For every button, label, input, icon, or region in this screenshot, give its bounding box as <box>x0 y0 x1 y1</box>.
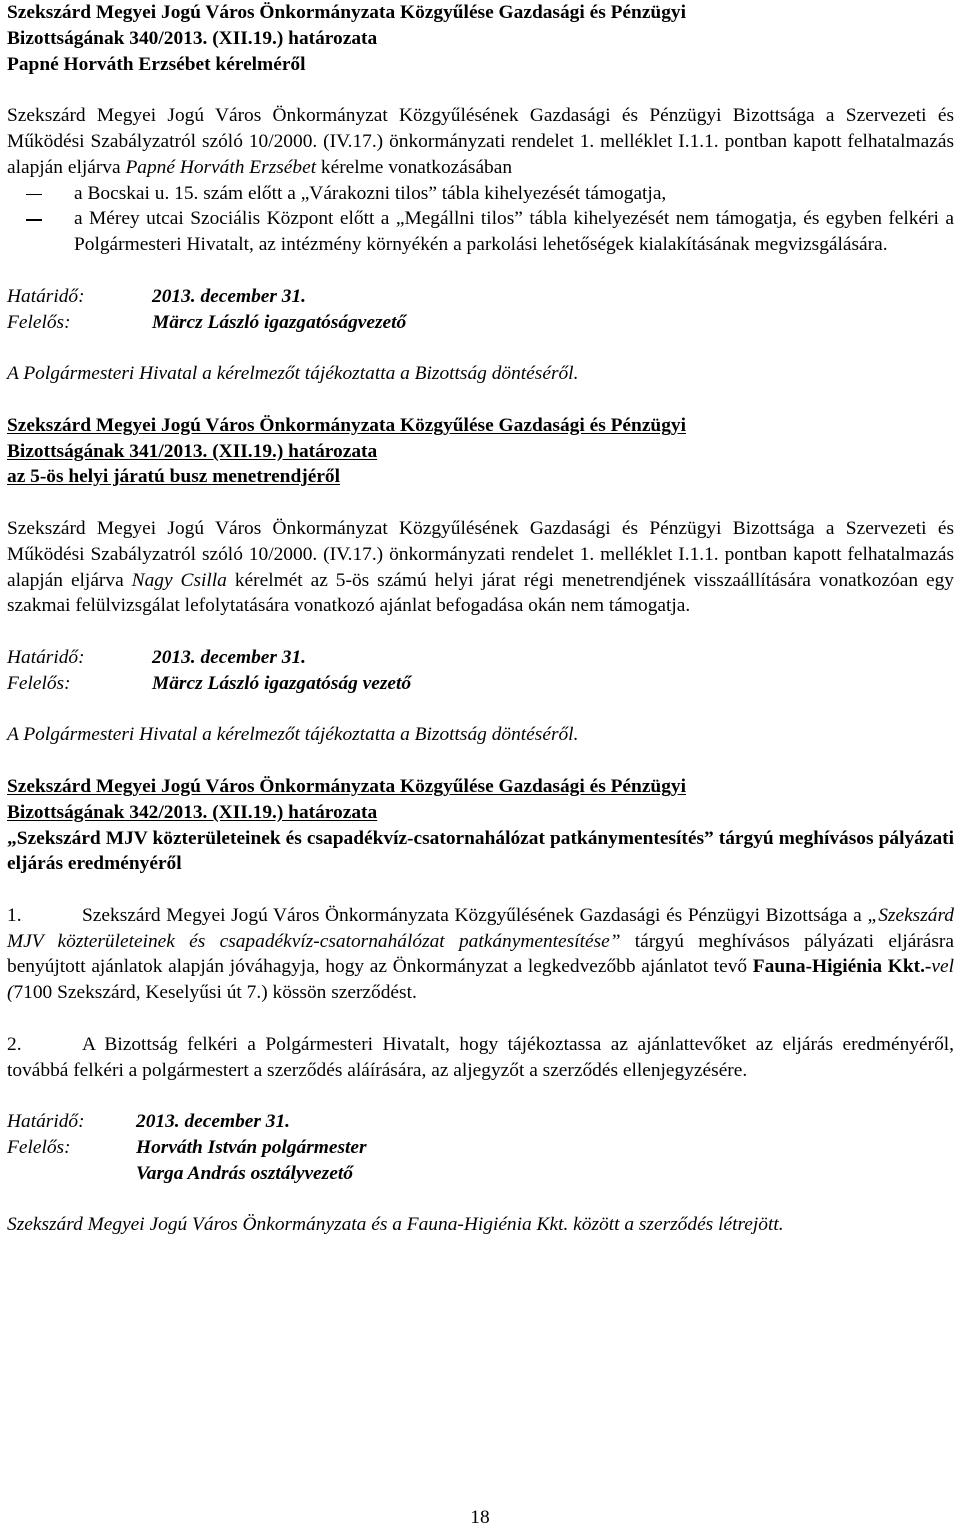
responsible-row <box>7 310 954 336</box>
resolution-340 <box>7 0 954 387</box>
responsible-row <box>7 671 954 697</box>
deadline-label: Határidő: <box>7 646 85 668</box>
closing-note: A Polgármesteri Hivatal a kérelmezőt tájékoztatta a Bizottság döntéséről. <box>7 363 579 385</box>
resolution-341 <box>7 413 954 748</box>
numbered-paragraph-2: 2. A Bizottság felkéri a Polgármesteri Hivatalt, hogy tájékoztassa az ajánlattevőket az eljárás eredményéről, továbbá felkéri a polgármestert a szerződés aláírására, az aljegyzőt a szerződés ellenjegyzésére. <box>7 1033 954 1081</box>
closing-note: Szekszárd Megyei Jogú Város Önkormányzata és a Fauna-Higiénia Kkt. között a szerződés létrejött. <box>7 1214 784 1236</box>
applicant-name: Nagy Csilla <box>131 569 227 591</box>
deadline-value: 2013. december 31. <box>152 646 307 668</box>
responsible-value: Horváth István polgármester <box>136 1137 367 1159</box>
deadline-row <box>7 1109 954 1135</box>
list-item: a Bocskai u. 15. szám előtt a „Várakozni tilos” tábla kihelyezését támogatja, <box>7 181 954 207</box>
deadline-value: 2013. december 31. <box>136 1111 291 1133</box>
responsible-value: Märcz László igazgatóság vezető <box>152 672 412 694</box>
responsible-label: Felelős: <box>7 311 71 333</box>
deadline-label: Határidő: <box>7 1111 85 1133</box>
deadline-row <box>7 284 954 310</box>
responsible-value: Varga András osztályvezető <box>136 1162 353 1184</box>
closing-note: A Polgármesteri Hivatal a kérelmezőt tájékoztatta a Bizottság döntéséről. <box>7 724 579 746</box>
resolution-342 <box>7 774 954 1238</box>
list-item: a Mérey utcai Szociális Központ előtt a „Megállni tilos” tábla kihelyezését nem támogatja, és egyben felkéri a Polgármesteri Hivatalt, az intézmény környékén a parkolási lehetőségek kialakításának megvizsgálására. <box>7 206 954 258</box>
responsible-value: Märcz László igazgatóságvezető <box>152 311 407 333</box>
deadline-row <box>7 645 954 671</box>
deadline-label: Határidő: <box>7 285 85 307</box>
document-page <box>7 0 954 1238</box>
deadline-value: 2013. december 31. <box>152 285 307 307</box>
responsible-label: Felelős: <box>7 1137 71 1159</box>
numbered-paragraph-1: 1. Szekszárd Megyei Jogú Város Önkormányzata Közgyűlésének Gazdasági és Pénzügyi Bizottsága a „Szekszárd MJV közterületeinek és csapadékvíz-csatornahálózat patkánymentesítése” tárgyú meghívásos pályázati eljárásra benyújtott ajánlatok alapján jóváhagyja, hogy az Önkormányzat a legkedvezőbb ajánlatot tevő Fauna-Higiénia Kkt.-vel (7100 Szekszárd, Keselyűsi út 7.) kössön szerződést. <box>7 904 954 1004</box>
paragraph-number: 2. <box>7 1033 22 1055</box>
resolution-subject: az 5-ös helyi járatú busz menetrendjéről <box>7 466 341 488</box>
resolution-heading: Szekszárd Megyei Jogú Város Önkormányzata Közgyűlése Gazdasági és Pénzügyi Bizottságának 340/2013. (XII.19.) határozata <box>7 2 686 49</box>
resolution-heading: Szekszárd Megyei Jogú Város Önkormányzata Közgyűlése Gazdasági és Pénzügyi Bizottságának 342/2013. (XII.19.) határozata <box>7 775 686 823</box>
responsible-row-2 <box>7 1161 954 1187</box>
applicant-name: Papné Horváth Erzsébet <box>125 156 317 178</box>
resolution-subject: „Szekszárd MJV közterületeinek és csapadékvíz-csatornahálózat patkánymentesítés” tárgyú meghívásos pályázati eljárás eredményéről <box>7 827 954 875</box>
resolution-heading: Szekszárd Megyei Jogú Város Önkormányzata Közgyűlése Gazdasági és Pénzügyi Bizottságának 341/2013. (XII.19.) határozata <box>7 414 686 462</box>
decision-list <box>7 181 954 258</box>
resolution-body: Szekszárd Megyei Jogú Város Önkormányzat Közgyűlésének Gazdasági és Pénzügyi Bizottsága a Szervezeti és Működési Szabályzatról szóló 10/2000. (IV.17.) önkormányzati rendelet 1. melléklet I.1.1. pontban kapott felhatalmazás alapján eljárva Papné Horváth Erzsébet kérelme vonatkozásában <box>7 105 954 178</box>
paragraph-number: 1. <box>7 904 22 926</box>
resolution-body: Szekszárd Megyei Jogú Város Önkormányzat Közgyűlésének Gazdasági és Pénzügyi Bizottsága a Szervezeti és Működési Szabályzatról szóló 10/2000. (IV.17.) önkormányzati rendelet 1. melléklet I.1.1. pontban kapott felhatalmazás alapján eljárva Nagy Csilla kérelmét az 5-ös számú helyi járat régi menetrendjének visszaállítására vonatkozóan egy szakmai felülvizsgálat lefolytatására vonatkozó ajánlat befogadása okán nem támogatja. <box>7 517 955 617</box>
responsible-row <box>7 1135 954 1161</box>
resolution-subject: Papné Horváth Erzsébet kérelméről <box>7 53 306 75</box>
page-number: 18 <box>470 1507 490 1528</box>
responsible-label: Felelős: <box>7 672 71 694</box>
contractor-name: Fauna-Higiénia Kkt.- <box>752 956 932 978</box>
